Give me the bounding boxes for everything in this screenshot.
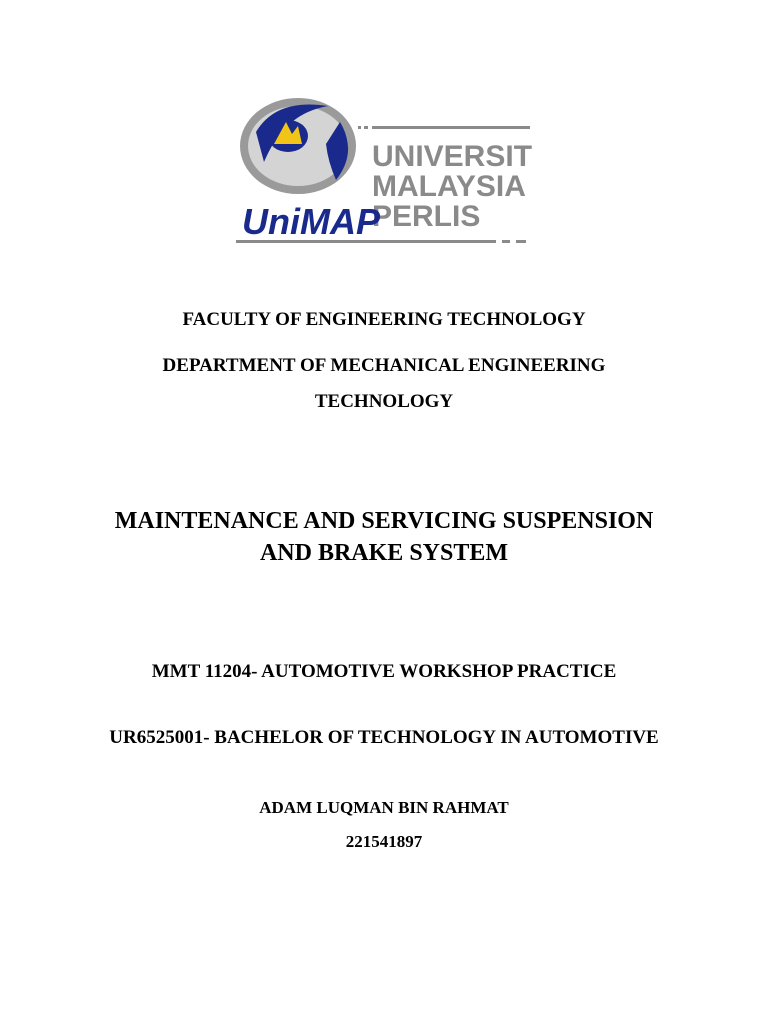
program-code: UR6525001- BACHELOR OF TECHNOLOGY IN AUTOMOTIVE: [109, 727, 659, 748]
student-name: ADAM LUQMAN BIN RAHMAT: [259, 798, 509, 817]
course-code: MMT 11204- AUTOMOTIVE WORKSHOP PRACTICE: [151, 661, 617, 682]
svg-text:UNIVERSITI: UNIVERSITI: [372, 140, 534, 173]
student-matric-number: 221541897: [345, 832, 423, 851]
report-title-line2: AND BRAKE SYSTEM: [259, 540, 509, 566]
faculty-heading: FACULTY OF ENGINEERING TECHNOLOGY: [182, 309, 586, 330]
svg-text:PERLIS: PERLIS: [372, 200, 481, 233]
department-heading-line1: DEPARTMENT OF MECHANICAL ENGINEERING: [162, 355, 606, 376]
svg-text:UniMAP: UniMAP: [242, 201, 380, 242]
department-heading-line2: TECHNOLOGY: [314, 391, 454, 412]
svg-text:MALAYSIA: MALAYSIA: [372, 170, 526, 203]
university-logo: [236, 92, 534, 252]
report-title-line1: MAINTENANCE AND SERVICING SUSPENSION: [114, 508, 654, 534]
